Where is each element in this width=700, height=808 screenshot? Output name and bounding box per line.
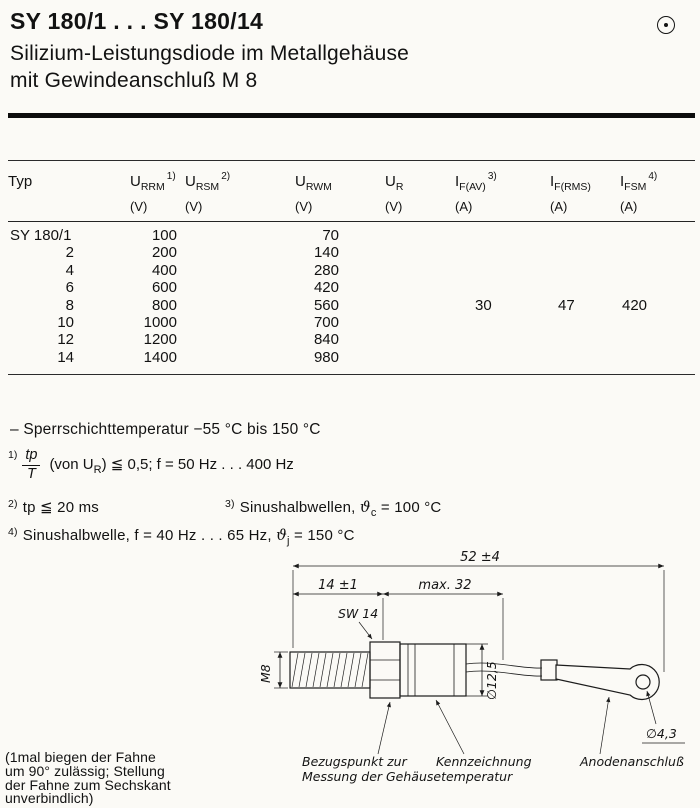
col-unit: (V) — [385, 199, 403, 214]
footnote-ref: 1) — [8, 449, 18, 461]
table-row — [8, 314, 695, 331]
col-symbol — [620, 169, 692, 196]
cell-typ: 6 — [65, 279, 74, 297]
theta-symbol: ϑ — [276, 526, 288, 544]
subtitle-line-1: Silizium-Leistungsdiode im Metallgehäuse — [10, 42, 410, 65]
symbol-base: U — [130, 173, 141, 190]
col-symbol — [385, 169, 455, 196]
anode-flag-terminal — [556, 665, 659, 700]
text-segment: = 150 °C — [289, 527, 355, 544]
col-header-ifrms — [550, 169, 620, 214]
footnote-1 — [8, 448, 294, 483]
cell-urrm: 1000 — [143, 313, 177, 331]
col-symbol — [8, 169, 130, 196]
cell-urwm: 840 — [313, 331, 339, 349]
cell-ur — [385, 227, 455, 244]
cell-ifsm — [620, 262, 692, 279]
hex-nut — [370, 642, 400, 698]
table-row — [8, 331, 695, 348]
anode-connection-label: Anodenanschluß — [580, 754, 684, 769]
symbol-base: U — [385, 173, 396, 190]
cell-urwm: 70 — [322, 227, 339, 244]
dimension-thread-m8 — [274, 652, 288, 688]
threaded-stud — [290, 652, 370, 688]
col-unit: (A) — [550, 199, 568, 214]
bend-note-line: (1mal biegen der Fahne — [5, 749, 156, 765]
cell-urwm: 980 — [313, 348, 339, 366]
col-unit: (V) — [295, 199, 313, 214]
fraction-numerator: tp — [22, 448, 40, 466]
circle-dot-icon — [657, 16, 675, 34]
wrench-size-leader — [359, 622, 372, 639]
col-header-typ — [8, 169, 130, 214]
callout-leaders — [378, 697, 609, 754]
theta-symbol: ϑ — [359, 498, 371, 516]
subtitle-line-2: mit Gewindeanschluß M 8 — [10, 69, 258, 92]
footnote-ref: 2) — [221, 171, 231, 182]
cell-ifsm — [620, 244, 692, 261]
fraction-tp-over-T — [22, 448, 40, 483]
cell-ifav — [455, 349, 550, 366]
footnote-text: Sinushalbwellen, — [239, 499, 360, 516]
col-header-ur — [385, 169, 455, 214]
dim-label-stud: 14 ±1 — [318, 578, 358, 593]
subscript: R — [93, 463, 102, 476]
table-row — [8, 262, 695, 279]
footnote-ref: 2) — [8, 498, 18, 510]
dimension-body-max32 — [383, 594, 503, 660]
table-row — [8, 279, 695, 296]
flag-hole — [636, 675, 650, 689]
footnote-4 — [8, 526, 355, 547]
cell-ifav — [455, 279, 550, 296]
subscript: j — [287, 535, 290, 547]
cell-urwm: 700 — [313, 313, 339, 331]
footnote-2 — [8, 498, 99, 516]
hole-diameter-label: ∅4,3 — [646, 726, 677, 741]
symbol-base: I — [620, 173, 625, 190]
cell-typ: 10 — [57, 313, 74, 331]
subscript: c — [370, 507, 377, 519]
table-row — [8, 244, 695, 261]
cell-ifav — [455, 314, 550, 331]
table-row — [8, 349, 695, 366]
footnote-ref: 1) — [166, 171, 176, 182]
col-unit: (A) — [620, 199, 638, 214]
col-header-ifsm — [620, 169, 692, 214]
cell-urwm: 140 — [313, 244, 339, 262]
reference-point-label-line1: Bezugspunkt zur — [302, 754, 407, 769]
cell-ursm — [185, 262, 295, 279]
symbol-sub: RWM — [305, 181, 332, 193]
cell-ur — [385, 314, 455, 331]
symbol-sub: R — [395, 181, 404, 193]
symbol-sub: F(AV) — [459, 181, 486, 193]
cell-urwm: 560 — [313, 296, 339, 314]
page-title: SY 180/1 . . . SY 180/14 — [10, 8, 264, 34]
dim-label-body: max. 32 — [418, 578, 472, 593]
symbol-base: U — [295, 173, 306, 190]
cell-ur — [385, 262, 455, 279]
cell-urrm: 400 — [151, 261, 177, 279]
symbol-sub: RSM — [195, 181, 220, 193]
col-header-urwm — [295, 169, 385, 214]
thread-label: M8 — [258, 664, 273, 683]
symbol-sub: F(RMS) — [554, 181, 591, 193]
bend-note-line: der Fahne zum Sechskant — [5, 776, 171, 793]
page-subtitle — [10, 40, 409, 94]
cell-ur — [385, 331, 455, 348]
cell-urwm: 280 — [313, 261, 339, 279]
text-segment: = 100 °C — [376, 499, 442, 516]
col-unit: (A) — [455, 199, 473, 214]
symbol-sub: FSM — [624, 181, 647, 193]
cell-ursm — [185, 297, 295, 314]
col-symbol — [185, 169, 295, 196]
cell-urrm: 800 — [151, 296, 177, 314]
cell-urrm: 1200 — [143, 331, 177, 349]
cell-typ: 14 — [57, 348, 74, 366]
cell-ifrms: 47 — [558, 296, 575, 314]
footnote-ref: 3) — [487, 171, 497, 182]
cell-ifsm — [620, 279, 692, 296]
footnote-text — [49, 455, 293, 476]
flexible-lead — [466, 660, 557, 680]
wrench-size-label: SW 14 — [338, 606, 379, 621]
cell-ifsm — [620, 331, 692, 348]
cell-ifsm — [620, 314, 692, 331]
bend-note — [5, 751, 171, 806]
cell-urrm: 1400 — [143, 348, 177, 366]
cell-ur — [385, 349, 455, 366]
cell-ifav — [455, 331, 550, 348]
cell-ifrms — [550, 262, 620, 279]
cell-ifrms — [550, 227, 620, 244]
reference-point-label-line2: Messung der Gehäusetemperatur — [302, 769, 513, 784]
heading-rule — [8, 113, 695, 118]
symbol-base: Typ — [8, 173, 33, 190]
cell-ifrms — [550, 349, 620, 366]
col-symbol — [295, 169, 385, 196]
cell-ursm — [185, 314, 295, 331]
text-segment: (von U — [49, 455, 94, 473]
package-outline-drawing — [258, 548, 700, 808]
table-header-row — [8, 160, 695, 222]
cell-ursm — [185, 244, 295, 261]
cell-ifav — [455, 227, 550, 244]
cell-ursm — [185, 349, 295, 366]
cell-ifrms — [550, 331, 620, 348]
cell-typ: 2 — [65, 244, 74, 262]
cell-ifav: 30 — [475, 296, 492, 314]
footnote-3 — [225, 498, 441, 519]
cell-urrm: 200 — [151, 244, 177, 262]
cell-typ: 4 — [65, 261, 74, 279]
footnote-text: Sinushalbwelle, f = 40 Hz . . . 65 Hz, — [22, 527, 277, 544]
cell-typ: 8 — [65, 296, 74, 314]
symbol-sub: RRM — [140, 181, 165, 193]
cell-ur — [385, 279, 455, 296]
dim-label-overall: 52 ±4 — [460, 550, 500, 565]
thread-hatching — [292, 653, 368, 687]
footnote-ref: 4) — [8, 526, 18, 538]
marking-label: Kennzeichnung — [436, 754, 532, 769]
col-unit: (V) — [130, 199, 148, 214]
cell-ur — [385, 297, 455, 314]
junction-temp-note: – Sperrschichttemperatur −55 °C bis 150 °C — [10, 421, 321, 438]
cell-urrm: 100 — [151, 227, 177, 244]
col-header-ifav — [455, 169, 550, 214]
cell-ifrms — [550, 314, 620, 331]
ratings-table — [8, 160, 695, 375]
cell-ur — [385, 244, 455, 261]
cell-ifsm — [620, 349, 692, 366]
symbol-base: U — [185, 173, 196, 190]
cell-ursm — [185, 279, 295, 296]
text-segment: ) ≦ 0,5; f = 50 Hz . . . 400 Hz — [101, 455, 294, 473]
table-row — [8, 227, 695, 244]
cell-ifrms — [550, 244, 620, 261]
cell-urwm: 420 — [313, 279, 339, 297]
cell-ifsm: 420 — [622, 296, 648, 314]
col-header-urrm — [130, 169, 185, 214]
table-body — [8, 222, 695, 375]
footnote-ref: 4) — [648, 171, 658, 182]
cell-ifsm — [620, 227, 692, 244]
col-symbol — [550, 169, 620, 196]
cell-urrm: 600 — [151, 279, 177, 297]
table-row — [8, 297, 695, 314]
cell-ifav — [455, 262, 550, 279]
body-diameter-label: ∅12,5 — [484, 661, 499, 700]
cell-typ: SY 180/1 — [10, 227, 72, 244]
footnote-text: tp ≦ 20 ms — [22, 499, 100, 516]
case-body — [400, 644, 466, 696]
col-unit: (V) — [185, 199, 203, 214]
cell-ifrms — [550, 279, 620, 296]
col-symbol — [455, 169, 550, 196]
footnote-ref: 3) — [225, 498, 235, 510]
cell-ifav — [455, 244, 550, 261]
col-header-ursm — [185, 169, 295, 214]
cell-ursm — [185, 331, 295, 348]
cell-ursm — [185, 227, 295, 244]
cell-typ: 12 — [57, 331, 74, 349]
symbol-base: I — [550, 173, 555, 190]
bend-note-line: um 90° zulässig; Stellung — [5, 762, 165, 779]
fraction-denominator: T — [26, 465, 36, 482]
symbol-base: I — [455, 173, 460, 190]
col-symbol — [130, 169, 185, 196]
bend-note-line: unverbindlich) — [5, 790, 94, 807]
